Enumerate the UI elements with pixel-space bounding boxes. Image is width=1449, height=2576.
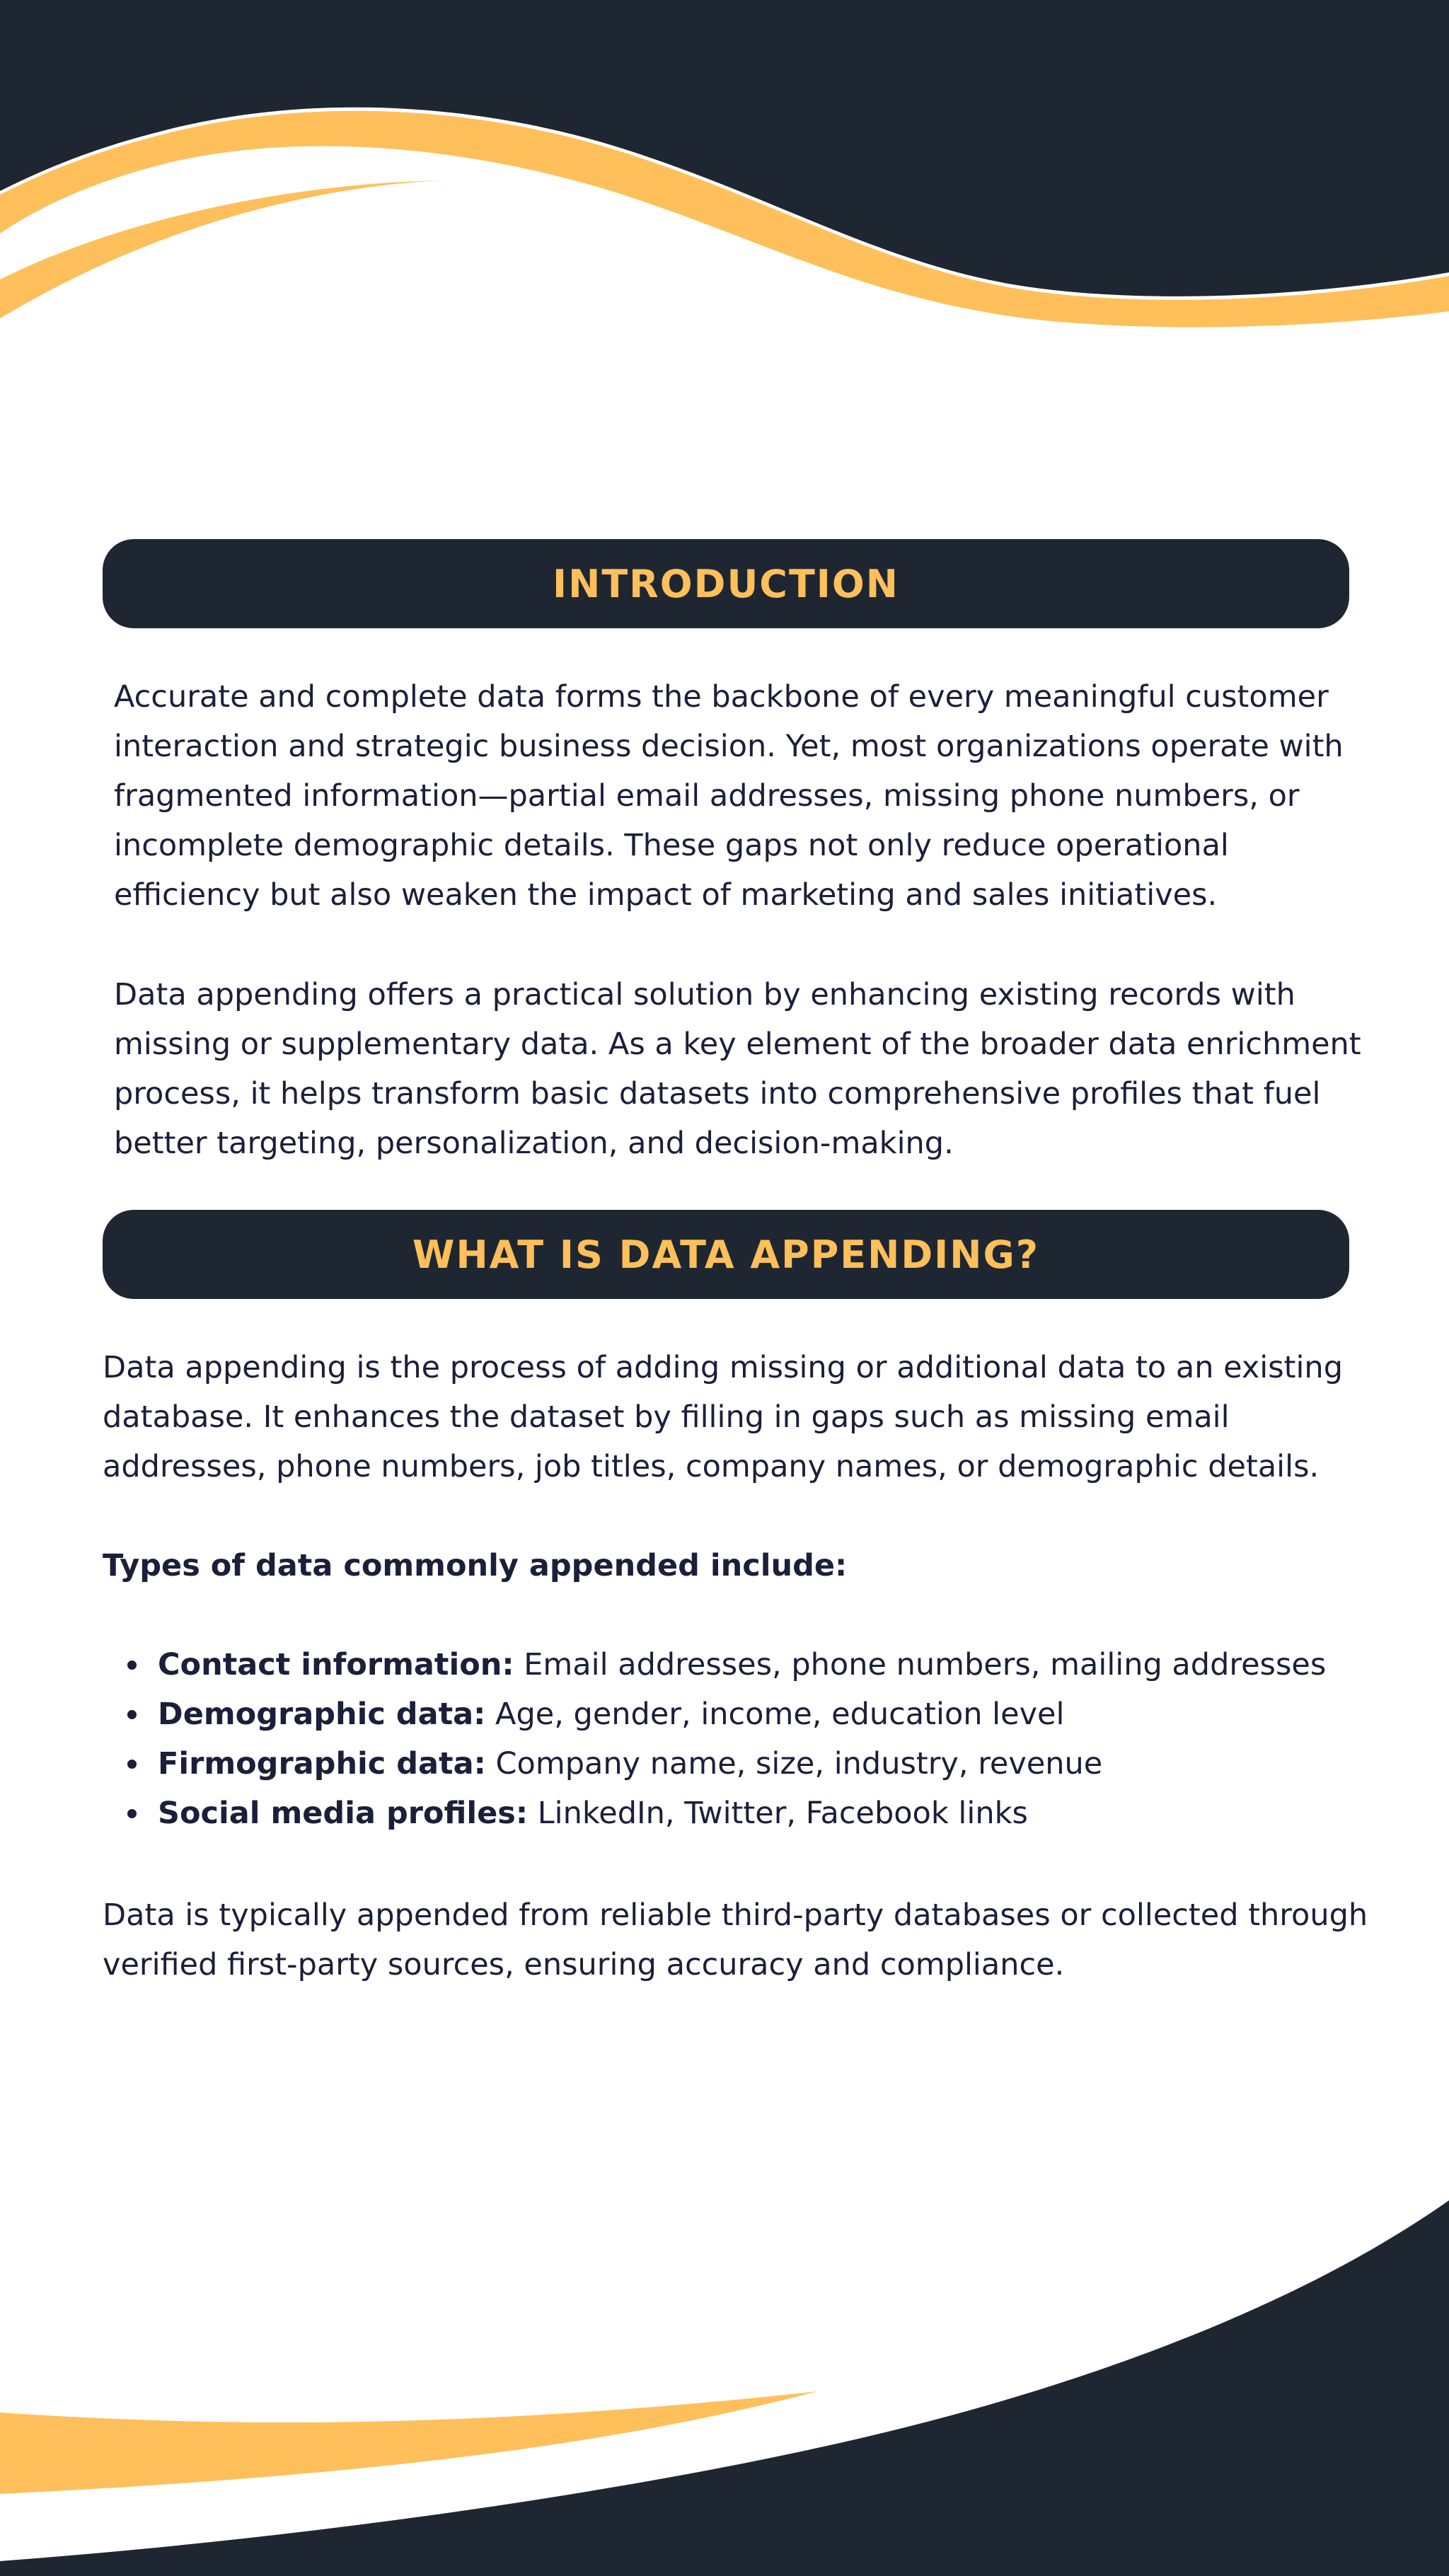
list-item-detail: LinkedIn, Twitter, Facebook links <box>528 1796 1028 1831</box>
what-is-paragraph-1: Data appending is the process of adding missing or additional data to an existing database. It enhances the dataset by filling in gaps such as missing email addresses, phone numbers, job titles, company names, or demographic details. <box>103 1350 1343 1484</box>
introduction-paragraph-2: Data appending offers a practical solution by enhancing existing records with missing or supplementary data. As a key element of the broader data enrichment process, it helps transform basic datasets into comprehensive profiles that fuel better targeting, personalization, and decision-making. <box>114 977 1361 1161</box>
list-item <box>103 1739 1376 1789</box>
introduction-heading: INTRODUCTION <box>553 561 899 606</box>
bullet-icon <box>127 1710 137 1719</box>
types-heading: Types of data commonly appended include: <box>103 1548 848 1583</box>
list-item-label: Contact information: <box>158 1647 514 1682</box>
top-wave-decoration <box>0 0 1449 333</box>
list-item <box>103 1789 1376 1838</box>
bottom-wave-decoration <box>0 2179 1449 2576</box>
bullet-icon <box>127 1809 137 1818</box>
list-item <box>103 1690 1376 1739</box>
list-item-label: Demographic data: <box>158 1697 486 1732</box>
introduction-banner <box>103 539 1349 628</box>
what-is-data-appending-heading: WHAT IS DATA APPENDING? <box>412 1232 1040 1277</box>
list-item-detail: Email addresses, phone numbers, mailing addresses <box>514 1647 1327 1682</box>
list-item-label: Social media profiles: <box>158 1796 529 1831</box>
types-list <box>103 1640 1376 1838</box>
list-item <box>103 1640 1376 1690</box>
introduction-paragraph-1: Accurate and complete data forms the backbone of every meaningful customer interaction and strategic business decision. Yet, most organizations operate with fragmented information—partial email addresses, missing phone numbers, or incomplete demographic details. These gaps not only reduce operational efficiency but also weaken the impact of marketing and sales initiatives. <box>114 679 1344 913</box>
bullet-icon <box>127 1760 137 1769</box>
list-item-label: Firmographic data: <box>158 1746 486 1781</box>
list-item-detail: Company name, size, industry, revenue <box>485 1746 1103 1781</box>
bullet-icon <box>127 1660 137 1670</box>
what-is-paragraph-2: Data is typically appended from reliable third-party databases or collected through verified first-party sources, ensuring accuracy and compliance. <box>103 1898 1368 1982</box>
what-is-data-appending-banner <box>103 1210 1349 1299</box>
list-item-detail: Age, gender, income, education level <box>485 1697 1065 1732</box>
